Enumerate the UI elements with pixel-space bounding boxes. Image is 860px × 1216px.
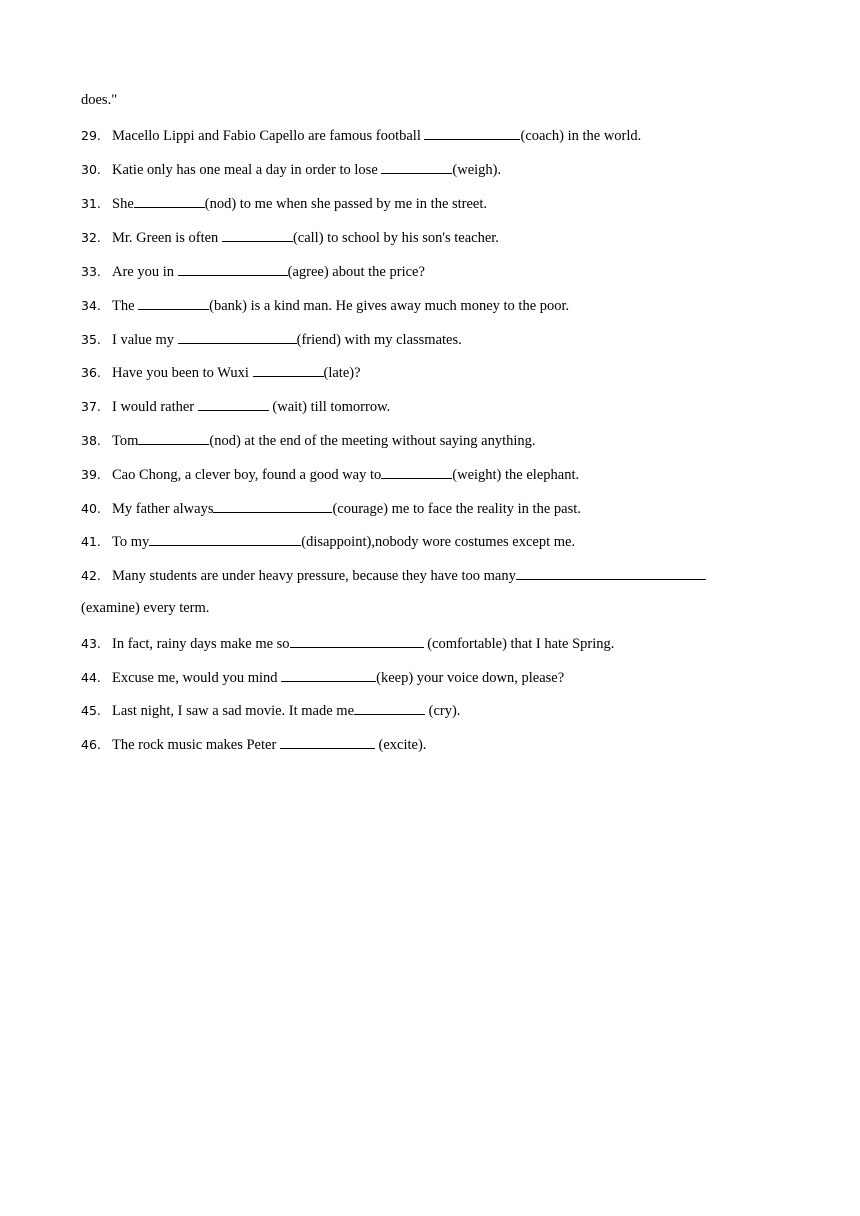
question-number: 46. [81, 737, 101, 752]
question-33 [81, 261, 425, 281]
word-hint: (keep) your voice down, please? [376, 670, 565, 686]
question-text: Katie only has one meal a day in order to lose [112, 162, 382, 178]
question-number: 39. [81, 467, 101, 482]
word-hint: (call) to school by his son's teacher. [292, 230, 499, 246]
answer-blank[interactable] [213, 498, 332, 513]
word-hint: (wait) till tomorrow. [268, 399, 391, 415]
word-hint: (nod) at the end of the meeting without saying anything. [209, 433, 536, 449]
question-43 [81, 633, 614, 653]
continuation-text: does." [81, 92, 118, 108]
question-text: Excuse me, would you mind [112, 670, 282, 686]
question-37 [81, 396, 390, 416]
question-36 [81, 362, 361, 382]
question-text: Many students are under heavy pressure, because they have too many [112, 568, 516, 584]
question-number: 32. [81, 230, 101, 245]
question-44 [81, 667, 564, 687]
word-hint: (bank) is a kind man. He gives away much money to the poor. [209, 298, 570, 314]
question-text: Last night, I saw a sad movie. It made me [112, 703, 355, 719]
answer-blank[interactable] [290, 633, 424, 648]
word-hint: (friend) with my classmates. [296, 332, 462, 348]
question-number: 35. [81, 332, 101, 347]
word-hint: (disappoint),nobody wore costumes except me. [301, 534, 576, 550]
question-42 [81, 565, 706, 585]
answer-blank[interactable] [138, 430, 209, 445]
question-number: 29. [81, 128, 101, 143]
question-text: Are you in [112, 264, 178, 280]
answer-blank[interactable] [381, 464, 452, 479]
question-46 [81, 734, 426, 754]
word-hint: (agree) about the price? [287, 264, 425, 280]
answer-blank[interactable] [138, 295, 209, 310]
question-number: 31. [81, 196, 101, 211]
question-text: Have you been to Wuxi [112, 365, 253, 381]
question-number: 38. [81, 433, 101, 448]
word-hint: (cry). [425, 703, 461, 719]
answer-blank[interactable] [253, 362, 324, 377]
question-text: Mr. Green is often [112, 230, 222, 246]
question-number: 37. [81, 399, 101, 414]
question-number: 44. [81, 670, 101, 685]
question-40 [81, 498, 581, 518]
question-30 [81, 159, 501, 179]
word-hint: (coach) in the world. [520, 128, 642, 144]
word-hint: (weight) the elephant. [452, 467, 580, 483]
question-number: 41. [81, 534, 101, 549]
question-text: Cao Chong, a clever boy, found a good way to [112, 467, 382, 483]
question-number: 36. [81, 365, 101, 380]
question-number: 30. [81, 162, 101, 177]
answer-blank[interactable] [424, 125, 520, 140]
question-text: Tom [112, 433, 139, 449]
word-hint: (comfortable) that I hate Spring. [423, 636, 615, 652]
question-number: 40. [81, 501, 101, 516]
word-hint: (late)? [323, 365, 361, 381]
question-text: I value my [112, 332, 178, 348]
question-text: My father always [112, 501, 214, 517]
word-hint: (courage) me to face the reality in the past. [332, 501, 581, 517]
question-text: In fact, rainy days make me so [112, 636, 290, 652]
answer-blank[interactable] [516, 565, 706, 580]
question-text: Macello Lippi and Fabio Capello are famous football [112, 128, 425, 144]
word-hint: (weigh). [452, 162, 502, 178]
answer-blank[interactable] [178, 261, 288, 276]
question-text: She [112, 196, 134, 212]
question-29 [81, 125, 641, 145]
question-35 [81, 329, 462, 349]
answer-blank[interactable] [134, 193, 205, 208]
question-number: 45. [81, 703, 101, 718]
word-hint: (excite). [374, 737, 427, 753]
question-text: I would rather [112, 399, 198, 415]
answer-blank[interactable] [178, 329, 297, 344]
question-number: 43. [81, 636, 101, 651]
continuation-line [81, 91, 117, 109]
word-hint: (examine) every term. [81, 600, 210, 616]
question-text: The [112, 298, 139, 314]
answer-blank[interactable] [354, 700, 425, 715]
question-39 [81, 464, 579, 484]
question-number: 34. [81, 298, 101, 313]
answer-blank[interactable] [149, 531, 301, 546]
question-45 [81, 700, 460, 720]
question-34 [81, 295, 569, 315]
question-32 [81, 227, 499, 247]
answer-blank[interactable] [281, 667, 376, 682]
question-text: To my [112, 534, 150, 550]
answer-blank[interactable] [222, 227, 293, 242]
question-42-continuation [81, 599, 209, 617]
answer-blank[interactable] [381, 159, 452, 174]
question-38 [81, 430, 536, 450]
question-number: 42. [81, 568, 101, 583]
answer-blank[interactable] [280, 734, 375, 749]
question-text: The rock music makes Peter [112, 737, 280, 753]
question-31 [81, 193, 487, 213]
word-hint: (nod) to me when she passed by me in the street. [204, 196, 488, 212]
answer-blank[interactable] [198, 396, 269, 411]
question-number: 33. [81, 264, 101, 279]
question-41 [81, 531, 575, 551]
